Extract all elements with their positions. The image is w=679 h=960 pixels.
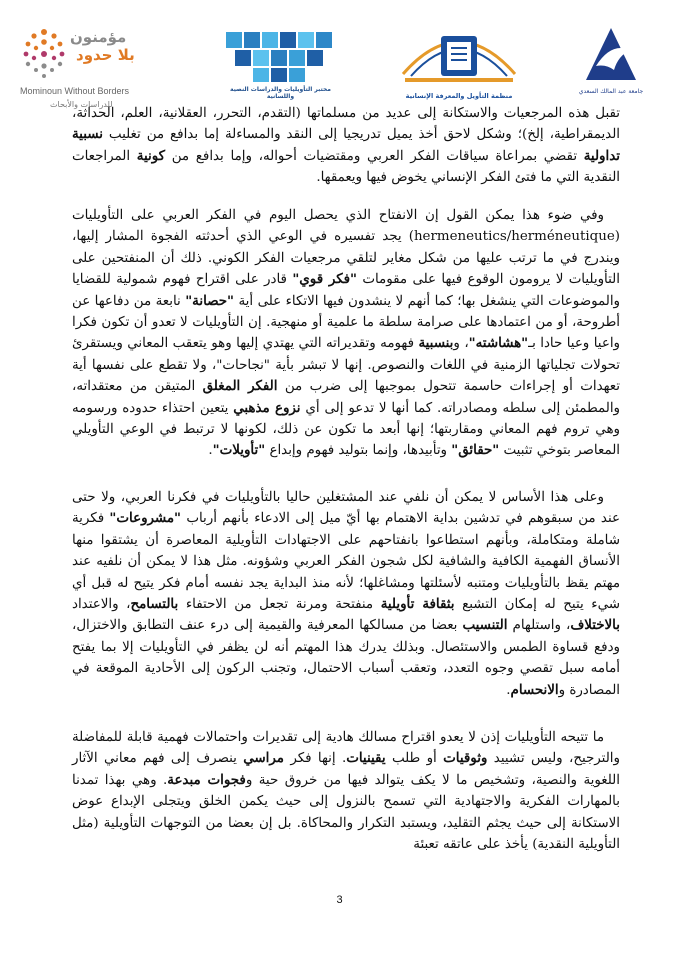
text-run: . [506,682,511,698]
bold-term: "حصانة" [185,292,235,309]
mominoun-dots-icon [20,26,68,82]
bold-term: بالتسامح [130,596,179,613]
bold-term: "فكر قوي" [292,271,358,288]
text-run: وتأبيدها، وإنما بتوليد فهوم وإبداع [265,443,452,459]
bold-term: التنسيب [462,617,508,634]
club-emblem-icon [395,18,523,92]
text-run: فكرية شاملة ومتكاملة، وبأنهم استطاعوا بانفتاحهم على الاجتهادات التأويلية المعاصرة أن يشتقوا منها الأنساق الفهمية الكافية والشافية لكل شجون الفكر العربي وشؤونه. مثل هذا لا يمكن أن نلفيه عند مهتم يقظ بالتأويليات ومتنبه لأسئلتها ومشاغلها؛ لأنه منذ البداية يجد نفسه أمام فكر يتيح له قبل أي شيء يتيح له إمكان التشبع [72,511,620,613]
text-run: المتيقن من معتقداته، والمطمئن إلى سلطه ومصادراته. كما أنها لا تدعو إلى أي [72,379,621,416]
bold-term: مراسي [243,750,284,767]
bold-term: كونية [136,147,166,164]
bold-term: بثقافة تأويلية [380,596,455,613]
text-run: ، والاعتداد [72,597,131,613]
university-dove-icon [566,22,656,86]
text-run: . [208,443,213,459]
bold-term: الفكر المغلق [202,378,278,395]
text-run: ، واستلهام [507,618,571,634]
text-run: تقضي بمراعاة سياقات الفكر العربي ومقتضيات أحواله، وإما بدافع من [165,148,584,164]
bold-term: "مشروعات" [109,510,182,527]
text-run: نابعة من دفاعها عن أطروحة، أو من اعتمادها على صرامة سلطة ما علمية أو منهجية. إن التأويليات لا تعدو أن تكون فكرا واعيا وعيا حادا بـ [72,293,621,352]
text-run: . وهي بهذا تمدنا بالمهارات الفكرية والاجتهادية التي تسمح بالنزول إلى حيث يكمن الخلق ويتجلى الإبداع عوض الاستكانة إلى حيث يجثم التقليد، ويستبد التكرار والمحاكاة. بل إن بعضا من التوجهات التأويلية (مثل التأويلية النقدية) يأخذ على عاتقه تعبئة [72,772,620,853]
text-run: . إنها فكر [283,751,347,767]
club-name: منظمة التأويل والمعرفة الإنسانية [405,92,513,100]
text-run: ينصرف إلى فهم معاني الآثار اللغوية والنصية، وتشخيص ما لا يكف يتوالد فيها من خروق حية و [72,751,620,788]
bold-term: نزوع مذهبي [233,399,301,416]
mominoun-english-name: Mominoun Without Borders [20,86,130,96]
mominoun-logo [20,22,165,112]
lab-name: مختبر التأويليات والدراسات النصية واللسانية [229,86,332,100]
paragraph-2 [72,205,620,462]
paragraph-1 [72,103,620,189]
text-run: يتعين احتذاء حدوده ورسومه وهي تروم فهم المعاني ومقاربتها؛ إنها أبعد ما تكون عن ذلك، لكونها لا ترتبط في الوعي التأويلي المعاصر بتوخي تثبيت [72,400,620,459]
bold-term: "حقائق" [451,442,500,459]
bold-term: بنسبية [418,335,454,352]
text-run: بعضا من مسالكها المعرفية والقيمية إلى درء عنف التطابق والاختزال، ودفع قساوة الطمس والاستئصال. وبذلك يدرك هذا المهتم أنه لن يظفر في التأويليات إلا بما يفتح أمامه سبل تقصي وجوه التعدد، وتعقب أسباب الاحتمال، وتجنب الركون إلى الأحادية الموقعة في المصادرة و [72,618,620,698]
bold-term: "تأويلات" [212,442,266,459]
university-logo [566,22,656,112]
bold-term: بالاختلاف [570,617,620,634]
bold-term: فجوات مبدعة [167,771,246,788]
text-run: منفتحة ومرنة تجعل من الاحتفاء [178,597,381,613]
paragraph-4 [72,727,620,855]
mominoun-arabic-tagline: بلا حدود [76,46,135,64]
bold-term: يقينيات [346,750,386,767]
text-run: ، و [453,336,469,352]
text-run: وعلى هذا الأساس لا يمكن أن نلفي عند المشتغلين حاليا بالتأويليات في فكرنا العربي، ولا حتى عند من سبقوهم في تدشين بداية الاهتمام بها أيّ ميل إلى الادعاء بأنهم أرباب [72,490,620,527]
bold-term: الانحسام [510,681,559,698]
lab-squares-icon [218,28,343,86]
text-run: أو طلب [385,751,444,767]
bold-term: "هشاشته" [468,335,529,352]
mominoun-subtitle: للدراسات والأبحاث [50,100,113,109]
text-run: تقبل هذه المرجعيات والاستكانة إلى عديد من مسلماتها (التقدم، التحرر، العقلانية، العلم، الحداثة، الديمقراطية، إلخ)؛ وشكل لاحق أخذ يميل تدريجيا إلى النقد والمساءلة إما بدافع من تغليب [72,106,620,143]
text-run: قادر على اقتراح فهوم شمولية للقضايا والموضوعات التي ينشغل بها؛ كما أنهم لا ينشدون فيها الاتكاء على أية [72,272,621,309]
text-run: ما تتيحه التأويليات إذن لا يعدو اقتراح مسالك هادية إلى تقديرات واحتمالات فهمية قابلة للمفاضلة والترجيح، وليس تشييد [72,730,620,767]
text-run: وفي ضوء هذا يمكن القول إن الانفتاح الذي يحصل اليوم في الفكر العربي على التأويليات (hermeneutics/herméneutique) يجد تفسيره في الوعي الذي أحدثته الفجوة المشار إليها، ويندرج في ما ترتب عليها من شكل مغاير لتلقي مرجعيات الفكر الكوني. ذلك أن المنفتحين على التأويليات لا يرومون الوقوع فيها على مقومات [72,208,620,288]
bold-term: وثوقيات [443,750,488,767]
page-number: 3 [336,894,343,906]
university-name: جامعة عبد المالك السعدي [578,88,644,95]
text-run: المراجعات النقدية التي ما فتئ الفكر الإنساني يخوض فيها ويعمقها. [72,148,620,186]
paragraph-3 [72,487,620,701]
mominoun-arabic-name: مؤمنون [70,28,127,46]
text-run: فهومه وتقديراته التي يهتدي إليها وهو يتعقب المعاني ويستقرئ تحولات تجلياتها الزمنية في اللغات والنصوص. إنها لا تبشر بأية "نجاحات"، ولا تقطع على نفسها أية تعهدات أو إجراءات حاسمة تتحول بموجبها إلى ضرب من [72,336,620,395]
bold-term: نسبية تداولية [72,126,620,164]
